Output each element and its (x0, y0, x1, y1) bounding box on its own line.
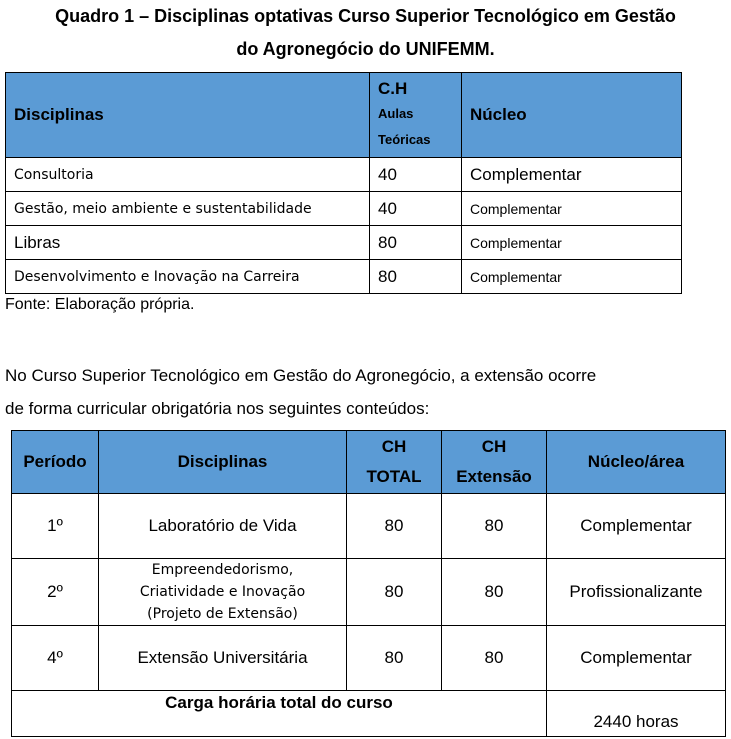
nucleo-cell: Complementar (462, 192, 682, 226)
paragraph-line1: No Curso Superior Tecnológico em Gestão do Agronegócio, a extensão ocorre (5, 366, 597, 385)
table-row (6, 260, 682, 294)
ch-cell: 80 (370, 226, 462, 260)
paragraph-line2: de forma curricular obrigatória nos seguintes conteúdos: (5, 399, 430, 418)
table-row (6, 226, 682, 260)
header-nucleo: Núcleo (462, 73, 682, 158)
ch-cell: 40 (370, 192, 462, 226)
header-ch-ext-line1: CH (481, 437, 507, 456)
table-row (6, 192, 682, 226)
total-value: 2440 horas (547, 691, 726, 737)
discipline-cell: Gestão, meio ambiente e sustentabilidade (6, 192, 370, 226)
source-note: Fonte: Elaboração própria. (5, 296, 195, 313)
periodo-cell: 1º (12, 494, 99, 559)
total-row (12, 691, 726, 737)
nucleo-cell: Complementar (462, 226, 682, 260)
ch-total-cell: 80 (347, 626, 442, 691)
discipline-cell: Desenvolvimento e Inovação na Carreira (6, 260, 370, 294)
discipline-cell (99, 559, 347, 626)
discipline-line2: Criatividade e Inovação (139, 584, 306, 600)
table-row (12, 559, 726, 626)
nucleo-cell: Complementar (547, 494, 726, 559)
discipline-cell: Laboratório de Vida (99, 494, 347, 559)
ch-total-cell: 80 (347, 494, 442, 559)
ch-total-cell: 80 (347, 559, 442, 626)
table-row (6, 158, 682, 192)
nucleo-cell: Complementar (462, 158, 682, 192)
header-ch (370, 73, 462, 158)
extension-table (11, 430, 726, 737)
ch-extensao-cell: 80 (442, 494, 547, 559)
header-nucleo-area: Núcleo/área (547, 431, 726, 494)
nucleo-cell: Complementar (547, 626, 726, 691)
table-row (12, 626, 726, 691)
table1-title-line1: Quadro 1 – Disciplinas optativas Curso Superior Tecnológico em Gestão (55, 6, 676, 26)
table-row (12, 494, 726, 559)
header-ch-total (347, 431, 442, 494)
ch-cell: 40 (370, 158, 462, 192)
header-ch-label: C.H (378, 79, 408, 98)
header-ch-total-line2: TOTAL (366, 467, 422, 486)
discipline-line3: (Projeto de Extensão) (147, 606, 298, 622)
ch-cell: 80 (370, 260, 462, 294)
periodo-cell: 4º (12, 626, 99, 691)
total-label: Carga horária total do curso (12, 691, 547, 737)
ch-extensao-cell: 80 (442, 626, 547, 691)
header-aulas-label: Aulas (378, 106, 414, 121)
table2-header-row (12, 431, 726, 494)
nucleo-cell: Complementar (462, 260, 682, 294)
header-disciplinas: Disciplinas (99, 431, 347, 494)
header-teoricas-label: Teóricas (378, 132, 431, 147)
header-ch-ext-line2: Extensão (456, 467, 532, 486)
nucleo-cell: Profissionalizante (547, 559, 726, 626)
discipline-cell: Consultoria (6, 158, 370, 192)
table1-header-row (6, 73, 682, 158)
table1-title-line2: do Agronegócio do UNIFEMM. (236, 39, 495, 59)
discipline-cell: Extensão Universitária (99, 626, 347, 691)
ch-extensao-cell: 80 (442, 559, 547, 626)
discipline-cell: Libras (6, 226, 370, 260)
periodo-cell: 2º (12, 559, 99, 626)
header-ch-total-line1: CH (381, 437, 407, 456)
header-ch-extensao (442, 431, 547, 494)
header-disciplinas: Disciplinas (6, 73, 370, 158)
optional-disciplines-table (5, 72, 682, 294)
discipline-line1: Empreendedorismo, (151, 562, 294, 578)
header-periodo: Período (12, 431, 99, 494)
